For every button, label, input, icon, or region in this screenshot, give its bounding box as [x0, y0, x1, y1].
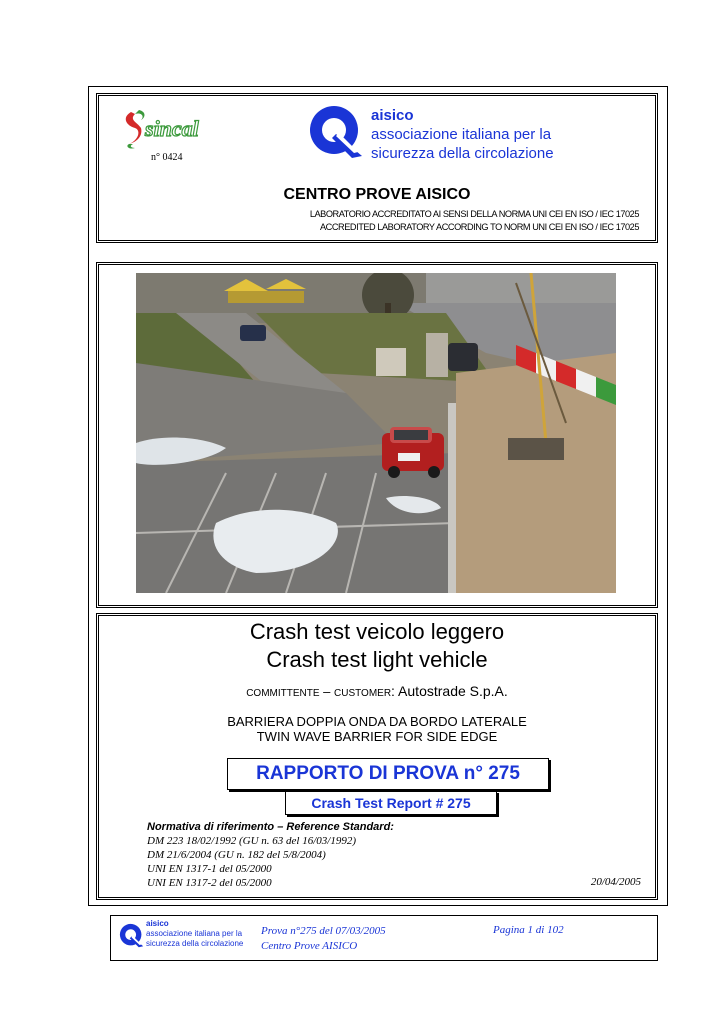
footer-org-short: aisico [146, 919, 169, 928]
aisico-footer-logo-icon [119, 923, 145, 949]
accreditation-text [199, 208, 639, 234]
customer-line [99, 683, 655, 699]
report-title: Crash Test Report # 275 [285, 791, 497, 815]
footer-org-line2: sicurezza della circolazione [146, 939, 244, 948]
footer-prova: Prova n°275 del 07/03/2005 [261, 925, 386, 937]
svg-text:sincal: sincal [145, 116, 199, 141]
footer-org-line1: associazione italiana per la [146, 929, 243, 938]
rapporto-title: RAPPORTO DI PROVA n° 275 [227, 758, 549, 790]
barrier-it: BARRIERA DOPPIA ONDA DA BORDO LATERALE [227, 714, 527, 729]
barrier-en: TWIN WAVE BARRIER FOR SIDE EDGE [256, 729, 498, 744]
title-it: Crash test veicolo leggero [249, 619, 505, 644]
sincert-logo [123, 110, 223, 150]
aisico-line1: associazione italiana per la [371, 126, 552, 143]
footer-report-info [261, 924, 386, 954]
customer-name: : Autostrade S.p.A. [391, 683, 508, 699]
dash: – [319, 684, 334, 699]
aisico-short: aisico [371, 107, 414, 124]
aisico-logo-icon [308, 104, 366, 162]
title-box [96, 613, 658, 900]
footer-org [146, 919, 243, 949]
standard-item: UNI EN 1317-1 del 05/2000 [147, 863, 272, 875]
centro-prove-title: CENTRO PROVE AISICO [283, 186, 471, 203]
page-number: Pagina 1 di 102 [493, 924, 564, 936]
customer-label: customer [334, 683, 392, 699]
document-date: 20/04/2005 [590, 876, 641, 888]
footer [110, 915, 658, 961]
standard-item: UNI EN 1317-2 del 05/2000 [147, 877, 272, 889]
standards-heading: Normativa di riferimento – Reference Standard: [147, 821, 394, 833]
standard-item: DM 223 18/02/1992 (GU n. 63 del 16/03/1992) [147, 835, 356, 847]
photo-box [96, 262, 658, 608]
accreditation-it: LABORATORIO ACCREDITATO AI SENSI DELLA NORMA UNI CEI EN ISO / IEC 17025 [309, 209, 639, 219]
crash-test-photo [136, 273, 616, 593]
title-en: Crash test light vehicle [266, 647, 488, 672]
aisico-line2: sicurezza della circolazione [371, 145, 554, 162]
sincert-number: n° 0424 [151, 152, 183, 163]
header-box [96, 93, 658, 243]
footer-centro: Centro Prove AISICO [261, 940, 358, 952]
aisico-name [371, 106, 554, 163]
standards-list [147, 820, 647, 890]
standard-item: DM 21/6/2004 (GU n. 182 del 5/8/2004) [147, 849, 326, 861]
accreditation-en: ACCREDITED LABORATORY ACCORDING TO NORM UNI CEI EN ISO / IEC 17025 [320, 222, 639, 232]
committente-label: committente [246, 683, 320, 699]
